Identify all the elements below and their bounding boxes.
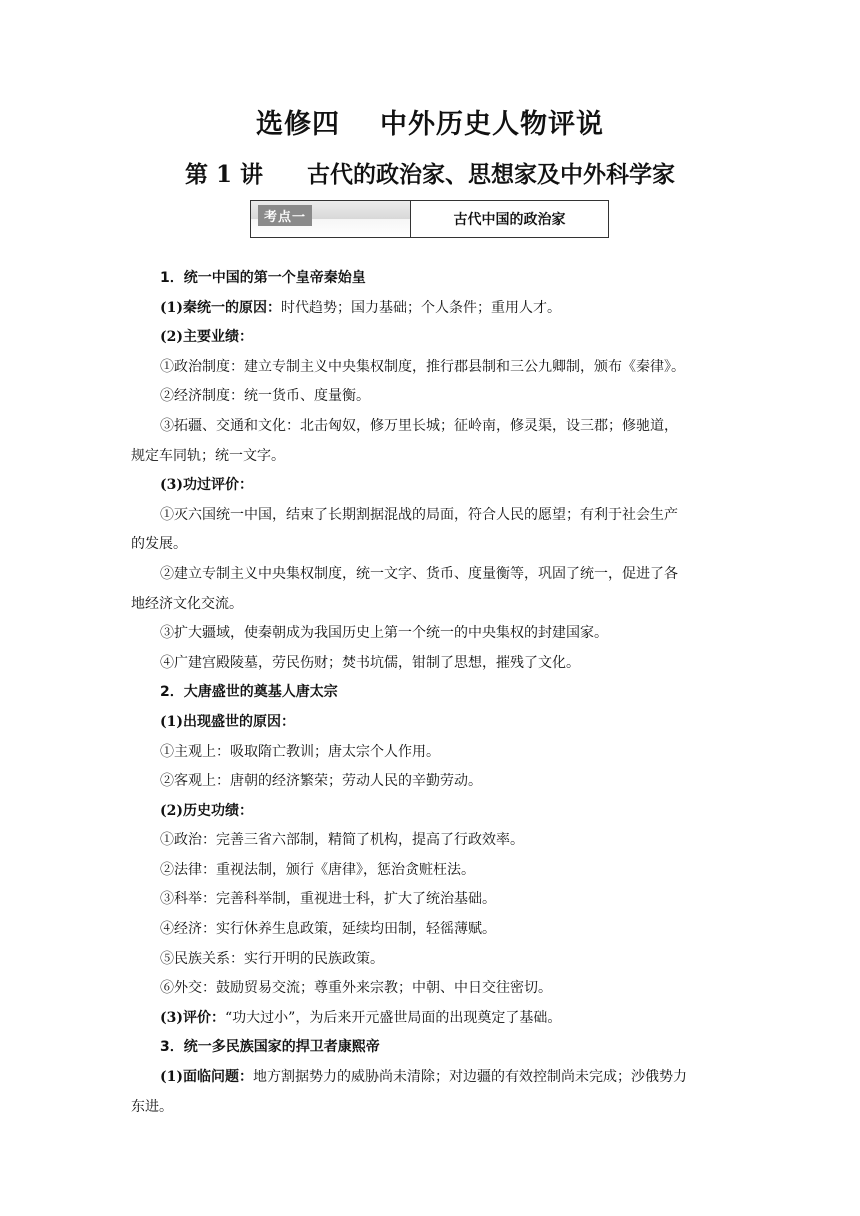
subheading: (1)出现盛世的原因： <box>160 713 295 730</box>
subheading: (3)功过评价： <box>160 477 253 494</box>
paragraph-continuation: 规定车同轨；统一文字。 <box>131 447 285 464</box>
paragraph: ①政治：完善三省六部制，精简了机构，提高了行政效率。 <box>160 832 524 849</box>
paragraph-continuation: 东进。 <box>131 1098 173 1115</box>
paragraph: ②经济制度：统一货币、度量衡。 <box>160 388 370 405</box>
paragraph-continuation: 地经济文化交流。 <box>131 595 243 612</box>
paragraph: (1)面临问题：地方割据势力的威胁尚未清除；对边疆的有效控制尚未完成；沙俄势力 <box>160 1069 687 1086</box>
paragraph-continuation: 的发展。 <box>131 536 187 553</box>
paragraph: ⑤民族关系：实行开明的民族政策。 <box>160 950 384 967</box>
paragraph: ②建立专制主义中央集权制度，统一文字、货币、度量衡等，巩固了统一，促进了各 <box>160 565 678 582</box>
paragraph: ④广建宫殿陵墓，劳民伤财；焚书坑儒，钳制了思想，摧残了文化。 <box>160 654 580 671</box>
subheading: (2)历史功绩： <box>160 802 253 819</box>
lecture-name: 古代的政治家、思想家及中外科学家 <box>307 161 676 188</box>
section-heading: 3．统一多民族国家的捍卫者康熙帝 <box>160 1039 380 1056</box>
subheading: (2)主要业绩： <box>160 329 253 346</box>
lecture-title <box>0 156 860 189</box>
paragraph: ①主观上：吸取隋亡教训；唐太宗个人作用。 <box>160 743 440 760</box>
document-title <box>0 102 860 141</box>
paragraph: (1)秦统一的原因：时代趋势；国力基础；个人条件；重用人才。 <box>160 299 561 316</box>
paragraph: ③科举：完善科举制，重视进士科，扩大了统治基础。 <box>160 891 496 908</box>
topic-tag-cell <box>251 201 411 237</box>
paragraph: ④经济：实行休养生息政策，延续均田制，轻徭薄赋。 <box>160 921 496 938</box>
section-heading: 2．大唐盛世的奠基人唐太宗 <box>160 684 338 701</box>
paragraph: ⑥外交：鼓励贸易交流；尊重外来宗教；中朝、中日交往密切。 <box>160 980 552 997</box>
paragraph: ③扩大疆域，使秦朝成为我国历史上第一个统一的中央集权的封建国家。 <box>160 625 608 642</box>
paragraph: (3)评价：“功大过小”，为后来开元盛世局面的出现奠定了基础。 <box>160 1009 562 1026</box>
title-part-b: 中外历史人物评说 <box>380 109 604 140</box>
paragraph: ②客观上：唐朝的经济繁荣；劳动人民的辛勤劳动。 <box>160 773 482 790</box>
paragraph: ①灭六国统一中国，结束了长期割据混战的局面，符合人民的愿望；有利于社会生产 <box>160 506 678 523</box>
section-heading: 1．统一中国的第一个皇帝秦始皇 <box>160 270 366 286</box>
paragraph: ②法律：重视法制，颁行《唐律》，惩治贪赃枉法。 <box>160 861 475 878</box>
topic-tag: 考点一 <box>258 205 312 226</box>
topic-name: 古代中国的政治家 <box>453 212 566 228</box>
title-part-a: 选修四 <box>256 109 340 140</box>
document-body <box>131 264 734 1122</box>
lecture-number: 第 1 讲 <box>184 161 264 188</box>
paragraph: ①政治制度：建立专制主义中央集权制度，推行郡县制和三公九卿制，颁布《秦律》。 <box>160 358 685 375</box>
paragraph: ③拓疆、交通和文化：北击匈奴，修万里长城；征岭南，修灵渠，设三郡；修驰道， <box>160 417 678 434</box>
topic-header-box <box>250 200 609 238</box>
